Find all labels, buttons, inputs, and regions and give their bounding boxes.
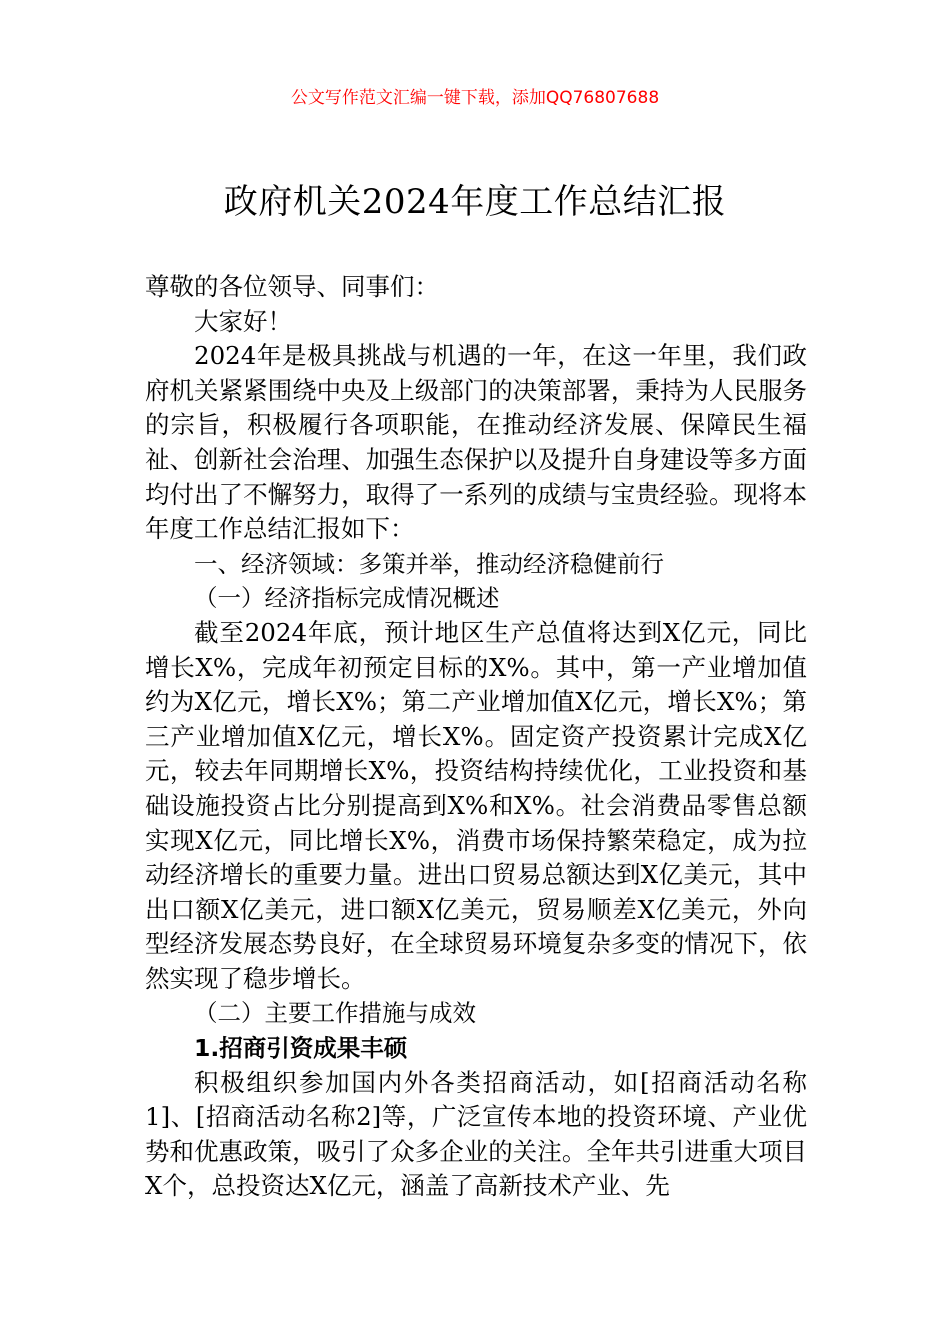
salutation: 尊敬的各位领导、同事们：	[145, 272, 439, 301]
section-heading: 一、经济领域：多策并举，推动经济稳健前行	[194, 549, 664, 578]
subsection-heading: （一）经济指标完成情况概述	[194, 584, 500, 613]
document-title: 政府机关2024年度工作总结汇报	[223, 182, 727, 222]
watermark-banner: 公文写作范文汇编一键下载，添加QQ76807688	[290, 88, 660, 108]
document-body	[145, 270, 807, 1204]
economic-indicators-paragraph: 截至2024年底，预计地区生产总值将达到X亿元，同比增长X%，完成年初预定目标的X%。其中，第一产业增加值约为X亿元，增长X%；第二产业增加值X亿元，增长X%；第三产业增加值X亿元，增长X%。固定资产投资累计完成X亿元，较去年同期增长X%，投资结构持续优化，工业投资和基础设施投资占比分别提高到X%和X%。社会消费品零售总额实现X亿元，同比增长X%，消费市场保持繁荣稳定，成为拉动经济增长的重要力量。进出口贸易总额达到X亿美元，其中出口额X亿美元，进口额X亿美元，贸易顺差X亿美元，外向型经济发展态势良好，在全球贸易环境复杂多变的情况下，依然实现了稳步增长。	[145, 617, 807, 993]
item-heading: 1.招商引资成果丰硕	[194, 1034, 408, 1063]
greeting: 大家好！	[194, 306, 292, 336]
subsection-heading: （二）主要工作措施与成效	[194, 999, 476, 1028]
intro-paragraph: 2024年是极具挑战与机遇的一年，在这一年里，我们政府机关紧紧围绕中央及上级部门的决策部署，秉持为人民服务的宗旨，积极履行各项职能，在推动经济发展、保障民生福祉、创新社会治理、加强生态保护以及提升自身建设等多方面均付出了不懈努力，取得了一系列的成绩与宝贵经验。现将本年度工作总结汇报如下：	[145, 341, 807, 544]
investment-paragraph: 积极组织参加国内外各类招商活动，如[招商活动名称1]、[招商活动名称2]等，广泛宣传本地的投资环境、产业优势和优惠政策，吸引了众多企业的关注。全年共引进重大项目X个，总投资达X亿元，涵盖了高新技术产业、先	[145, 1067, 807, 1201]
